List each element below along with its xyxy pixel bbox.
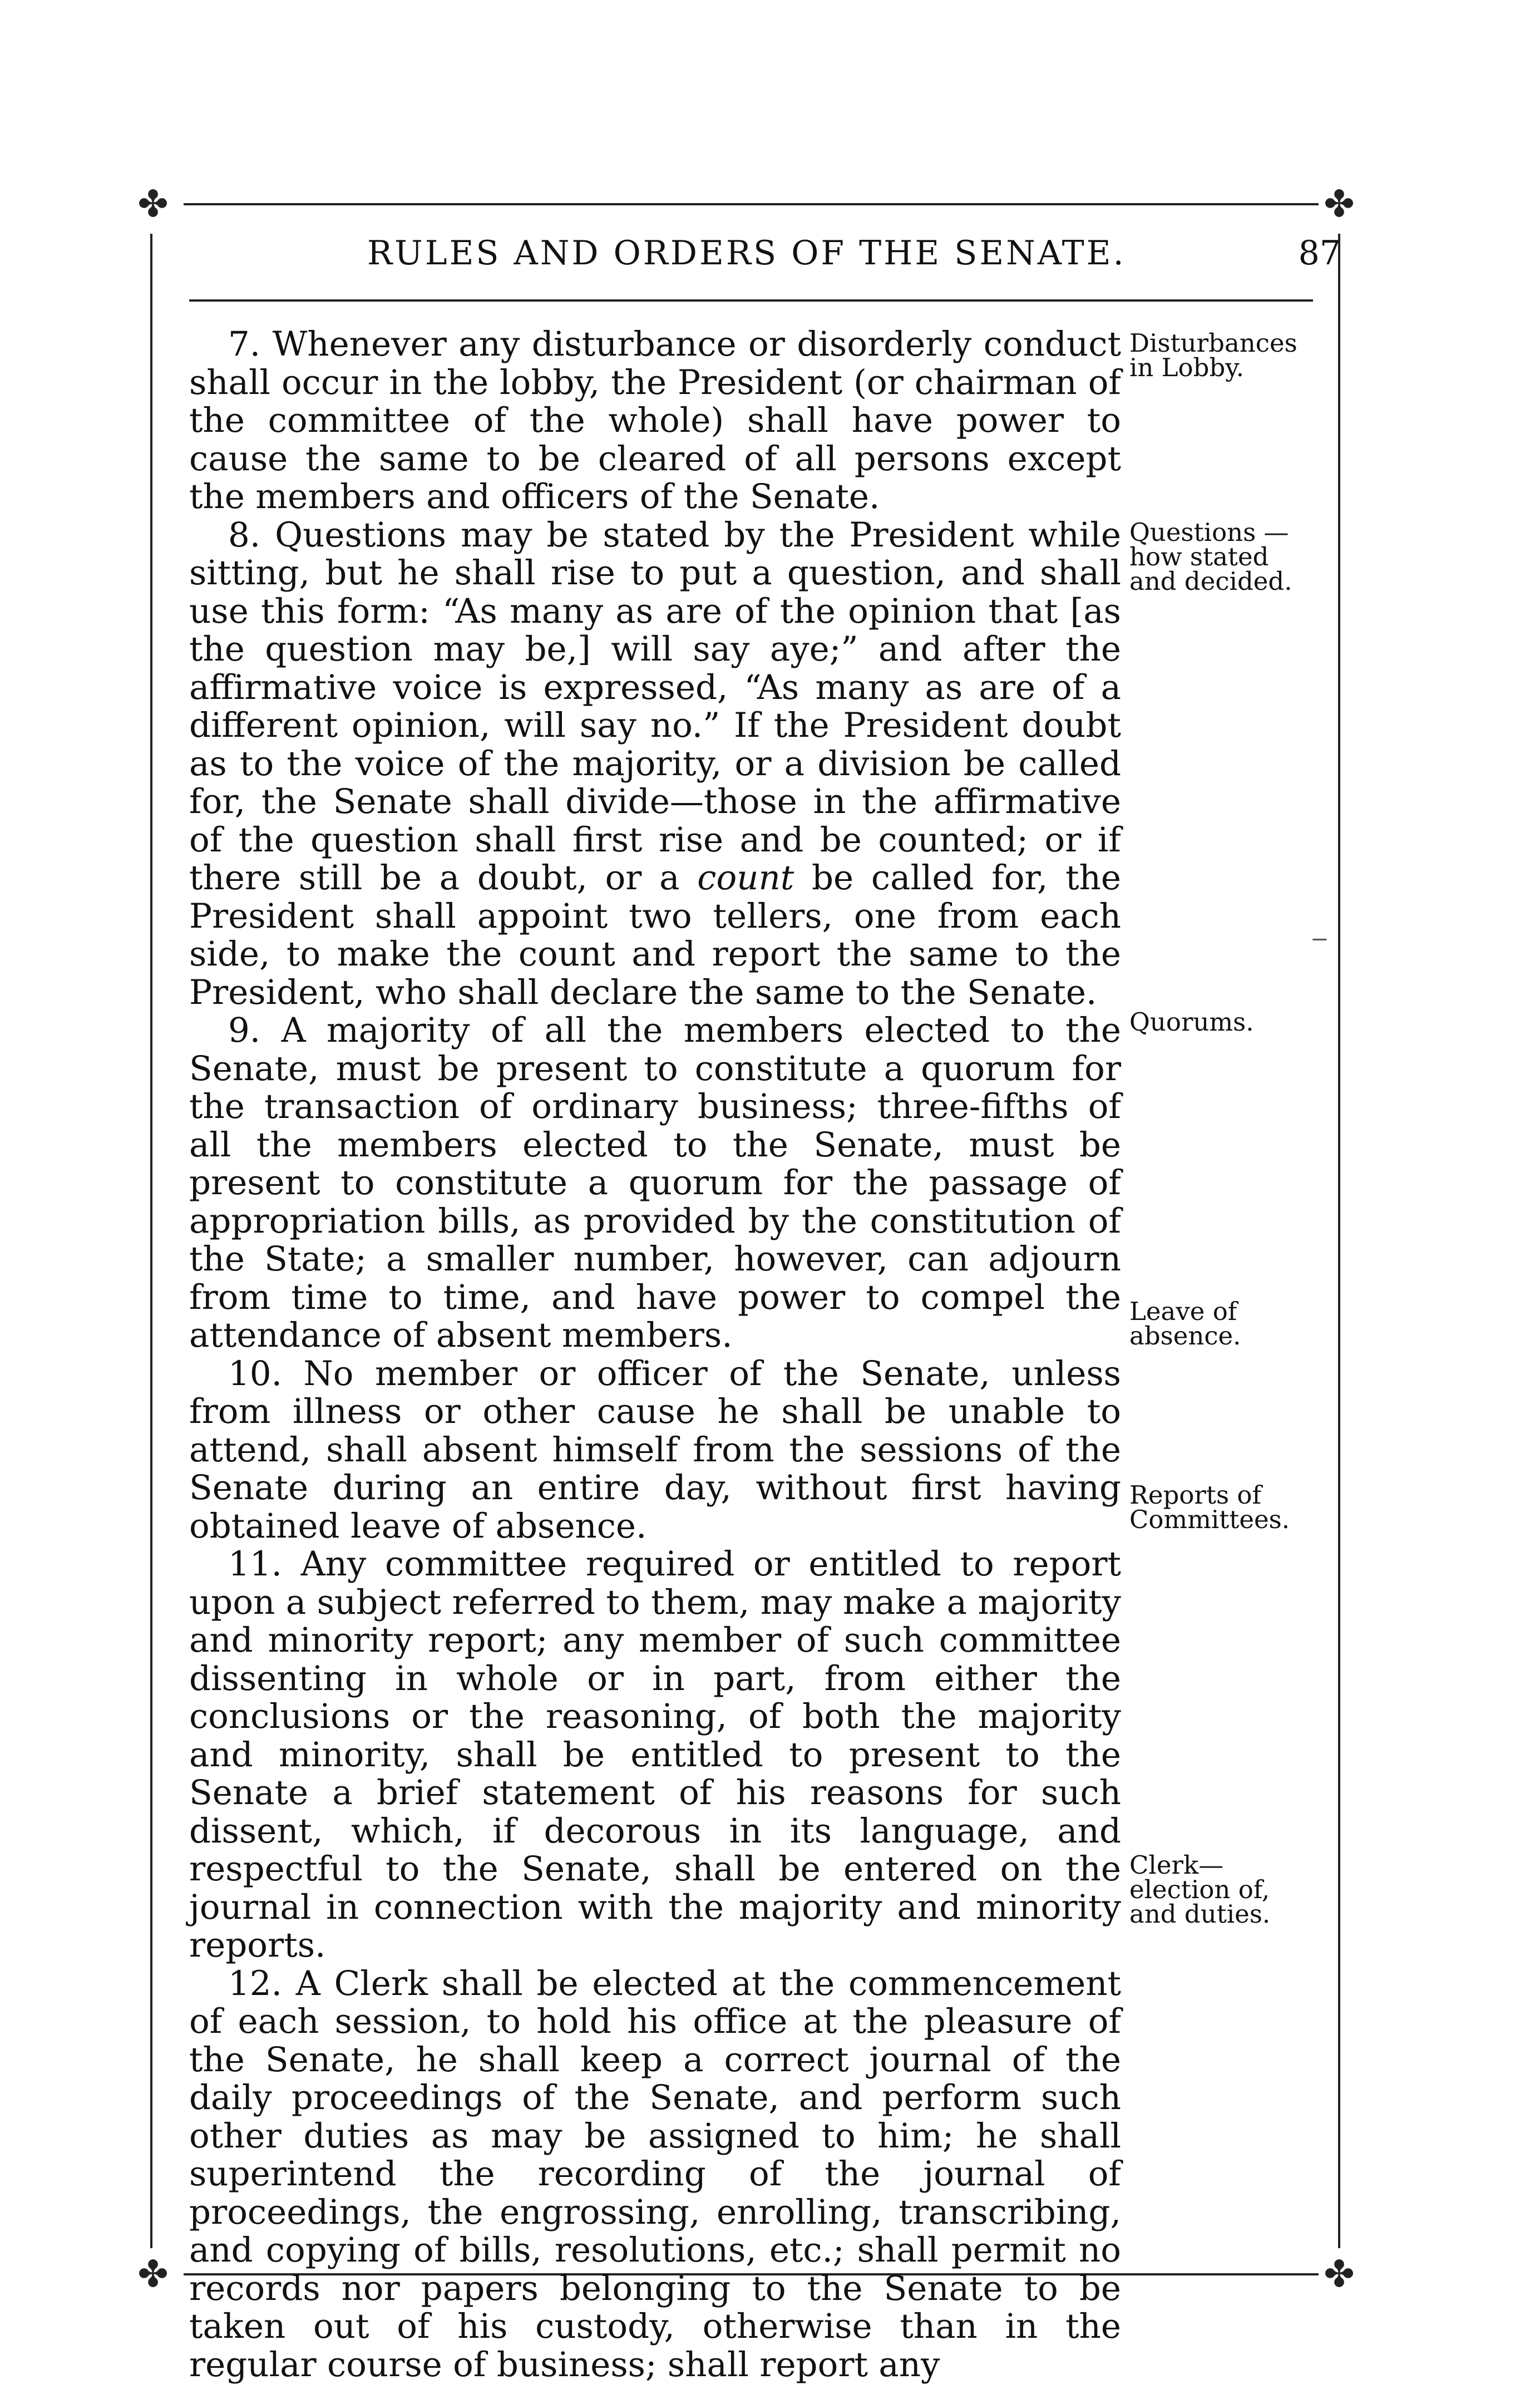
rule-7: 7. Whenever any disturbance or disorderly conduct shall occur in the lobby, the President (or chairman of the committee of the whole) shall have power to cause the same to be cleared of all persons except the members and officers of the Senate.: [189, 324, 1121, 516]
running-title: RULES AND ORDERS OF THE SENATE.: [367, 234, 1126, 273]
rules-body: [189, 326, 1121, 2384]
side-note-leave: Leave of absence.: [1129, 1297, 1241, 1351]
rule-11: 11. Any committee required or entitled to report upon a subject referred to them, may make a majority and minority report; any member of such committee dissenting in whole or in part, from either the conclusions or the reasoning, of both the majority and minority, shall be entitled to present to the Senate a brief statement of his reasons for such dissent, which, if decorous in its language, and respectful to the Senate, shall be entered on the journal in connection with the majority and minority reports.: [189, 1544, 1121, 1965]
side-note-questions: Questions — how stated and decided.: [1129, 518, 1292, 596]
side-note-disturbances: Disturbances in Lobby.: [1129, 328, 1297, 382]
rule-10: 10. No member or officer of the Senate, unless from illness or other cause he shall be unable to attend, shall absent himself from the sessions of the Senate during an entire day, without first having obtained leave of absence.: [189, 1353, 1121, 1546]
corner-ornament-icon: ✤: [137, 2253, 169, 2295]
corner-ornament-icon: ✤: [137, 183, 169, 225]
rule-8: [189, 516, 1121, 1012]
running-header: [300, 228, 1341, 289]
margin-tick-mark: −: [1310, 927, 1329, 952]
corner-ornament-icon: ✤: [1324, 183, 1355, 225]
header-rule: [189, 299, 1313, 302]
side-note-quorums: Quorums.: [1129, 1007, 1254, 1037]
rule-12: 12. A Clerk shall be elected at the commencement of each session, to hold his office at the pleasure of the Senate, he shall keep a correct journal of the daily proceedings of the Senate, and perform such other duties as may be assigned to him; he shall superintend the recording of the journal of proceedings, the engrossing, enrolling, transcribing, and copying of bills, resolutions, etc.; shall permit no records nor papers belonging to the Senate to be taken out of his custody, otherwise than in the regular course of business; shall report any: [189, 1963, 1121, 2385]
rule-8-italic-word: count: [697, 858, 794, 898]
frame-right-rule: [1338, 234, 1340, 2248]
rule-9: 9. A majority of all the members elected to the Senate, must be present to constitute a quorum for the transaction of ordinary business; three-fifths of all the members elected to the Senate, must be present to constitute a quorum for the passage of appropriation bills, as provided by the constitution of the State; a smaller number, however, can adjourn from time to time, and have power to compel the attendance of absent members.: [189, 1011, 1121, 1355]
side-note-reports: Reports of Committees.: [1129, 1480, 1290, 1534]
side-note-clerk: Clerk— election of, and duties.: [1129, 1850, 1271, 1929]
rule-8-text-b: be called for, the President shall appoint two tellers, one from each side, to make the count and report the same to the President, who shall declare the same to the Senate.: [189, 858, 1122, 1012]
rule-8-text-a: 8. Questions may be stated by the President while sitting, but he shall rise to put a question, and shall use this form: “As many as are of the opinion that [as the question may be,] will say aye;” and after the affirmative voice is expressed, “As many as are of a different opinion, will say no.” If the President doubt as to the voice of the majority, or a division be called for, the Senate shall divide—those in the affirmative of the question shall first rise and be counted; or if there still be a doubt, or a: [189, 515, 1121, 898]
frame-left-rule: [150, 234, 152, 2248]
frame-top-rule: [184, 203, 1319, 205]
page-number: 87: [1298, 234, 1341, 273]
corner-ornament-icon: ✤: [1324, 2253, 1355, 2295]
